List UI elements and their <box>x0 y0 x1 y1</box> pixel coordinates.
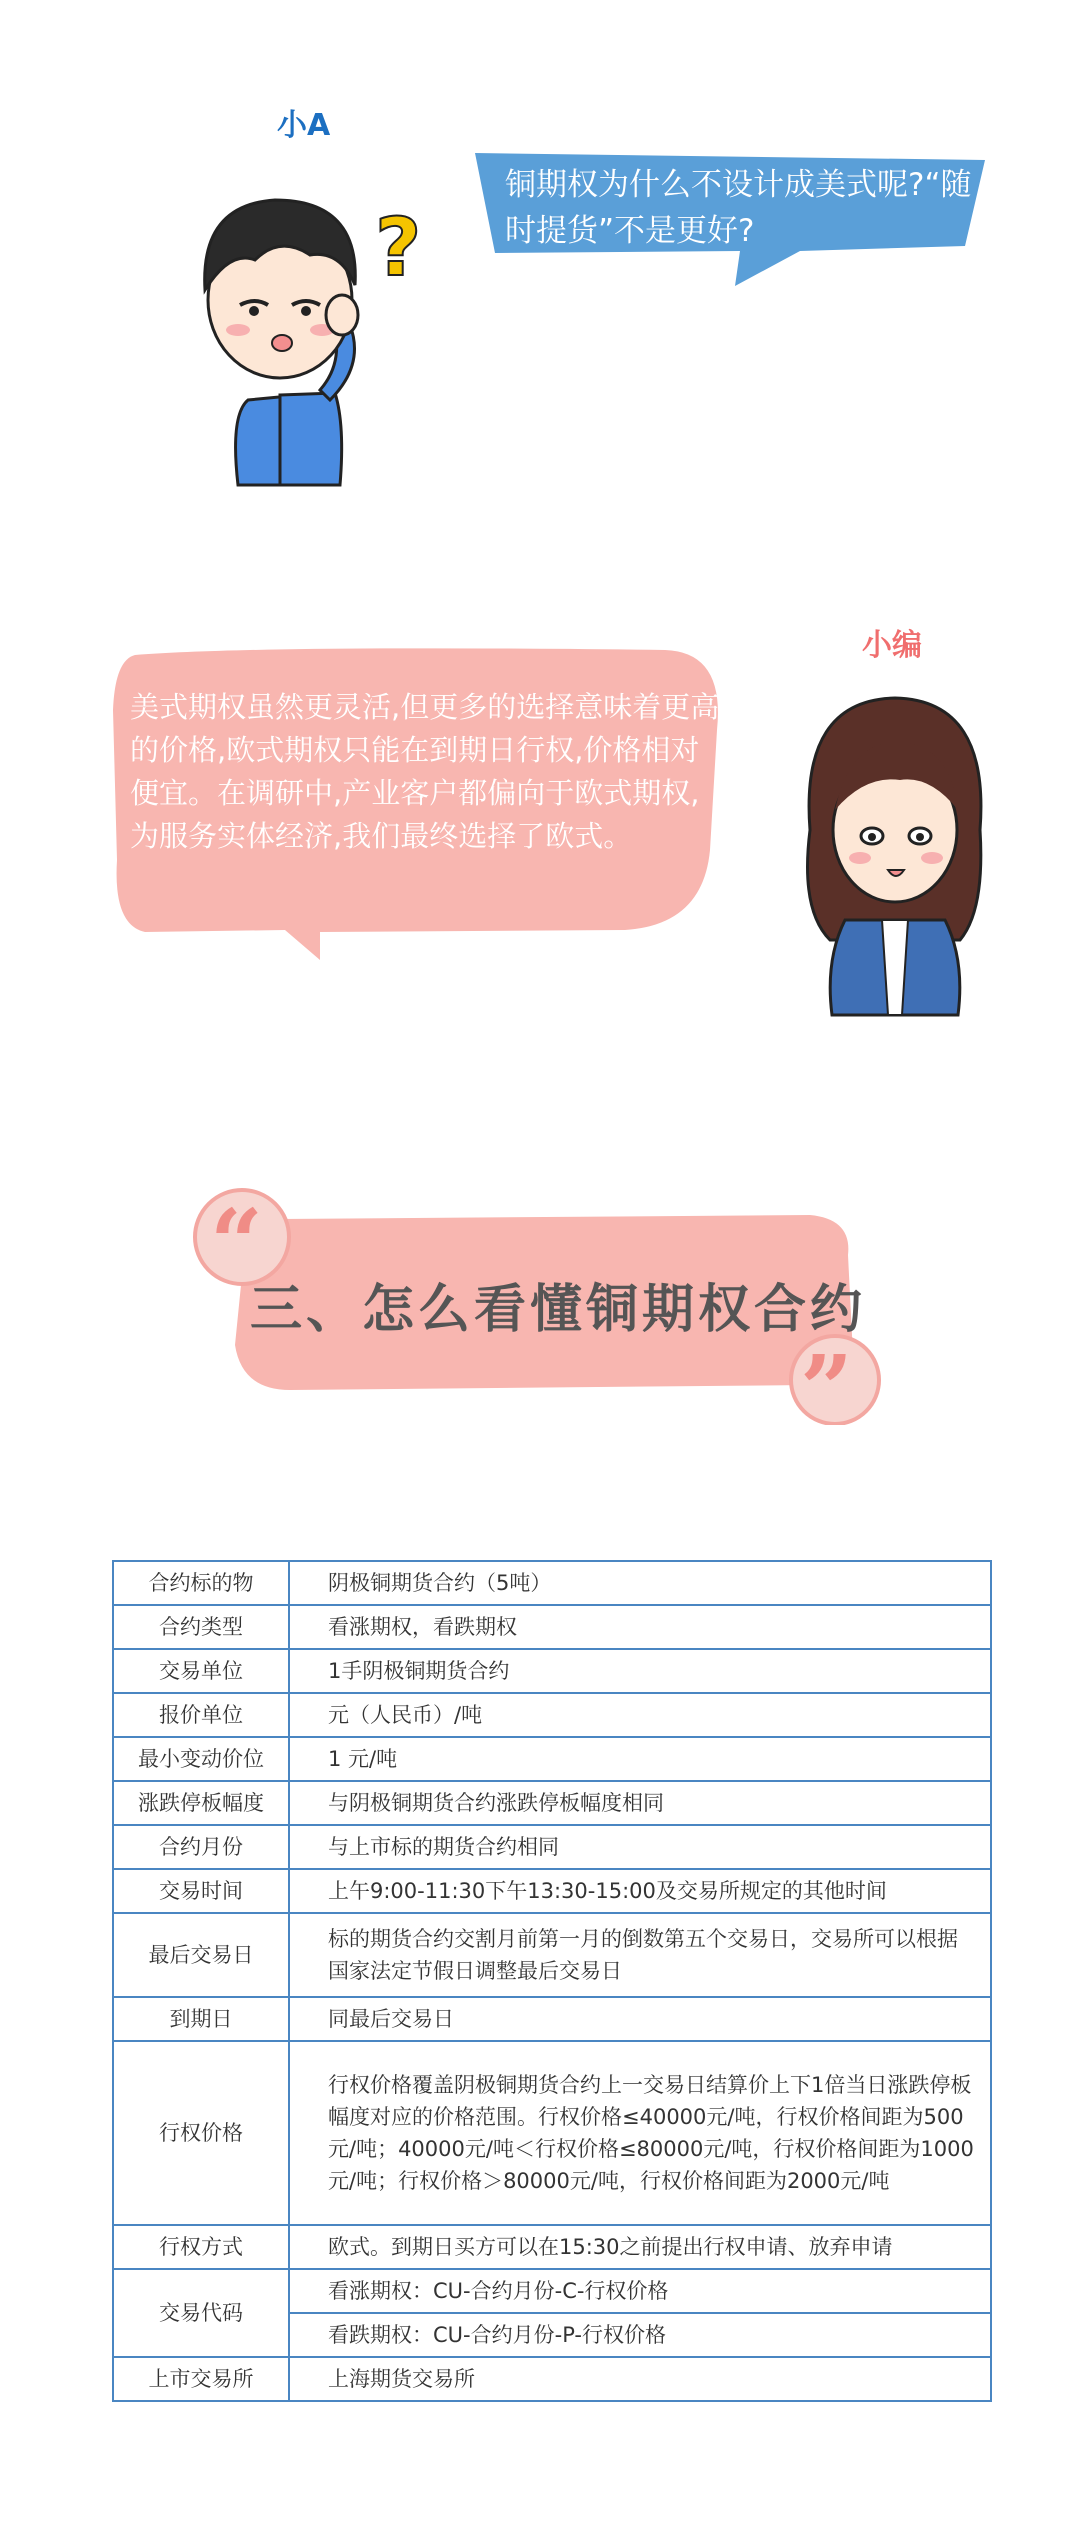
svg-text:”: ” <box>800 1335 853 1425</box>
table-key-cell: 行权价格 <box>113 2041 289 2225</box>
table-key-cell: 报价单位 <box>113 1693 289 1737</box>
character-b-name: 小编 <box>862 628 922 663</box>
table-value-cell: 看涨期权，看跌期权 <box>289 1605 991 1649</box>
table-row <box>113 1781 991 1825</box>
table-value-cell: 1手阴极铜期货合约 <box>289 1649 991 1693</box>
table-key-cell: 涨跌停板幅度 <box>113 1781 289 1825</box>
table-row <box>113 1605 991 1649</box>
table-value-cell: 上海期货交易所 <box>289 2357 991 2401</box>
character-a-name: 小A <box>277 108 331 143</box>
table-value-cell: 上午9:00-11:30下午13:30-15:00及交易所规定的其他时间 <box>289 1869 991 1913</box>
table-key-cell: 交易单位 <box>113 1649 289 1693</box>
table-value-cell: 与上市标的期货合约相同 <box>289 1825 991 1869</box>
table-value-cell: 阴极铜期货合约（5吨） <box>289 1561 991 1605</box>
table-key-cell: 合约月份 <box>113 1825 289 1869</box>
table-value-cell: 1 元/吨 <box>289 1737 991 1781</box>
table-value-cell: 看跌期权：CU-合约月份-P-行权价格 <box>289 2313 991 2357</box>
table-key-cell: 行权方式 <box>113 2225 289 2269</box>
contract-spec-table <box>112 1560 992 2402</box>
table-row <box>113 2357 991 2401</box>
table-row <box>113 2269 991 2313</box>
answer-text: 美式期权虽然更灵活,但更多的选择意味着更高的价格,欧式期权只能在到期日行权,价格相对便宜。在调研中,产业客户都偏向于欧式期权,为服务实体经济,我们最终选择了欧式。 <box>130 690 720 853</box>
table-row <box>113 1869 991 1913</box>
table-key-cell: 合约类型 <box>113 1605 289 1649</box>
table-value-cell: 元（人民币）/吨 <box>289 1693 991 1737</box>
table-row <box>113 1997 991 2041</box>
boy-character-illustration <box>160 165 440 495</box>
section-title: 三、怎么看懂铜期权合约 <box>250 1280 867 1340</box>
table-key-cell: 到期日 <box>113 1997 289 2041</box>
table-row <box>113 1693 991 1737</box>
table-row <box>113 1737 991 1781</box>
girl-character-illustration <box>790 680 1000 1020</box>
table-row <box>113 2225 991 2269</box>
table-value-cell: 欧式。到期日买方可以在15:30之前提出行权申请、放弃申请 <box>289 2225 991 2269</box>
svg-text:“: “ <box>210 1189 263 1297</box>
table-key-cell: 交易代码 <box>113 2269 289 2357</box>
table-key-cell: 交易时间 <box>113 1869 289 1913</box>
table-row <box>113 1825 991 1869</box>
svg-text:?: ? <box>375 201 422 294</box>
table-value-cell: 标的期货合约交割月前第一月的倒数第五个交易日，交易所可以根据国家法定节假日调整最后交易日 <box>289 1913 991 1997</box>
table-key-cell: 上市交易所 <box>113 2357 289 2401</box>
table-key-cell: 最后交易日 <box>113 1913 289 1997</box>
table-value-cell: 与阴极铜期货合约涨跌停板幅度相同 <box>289 1781 991 1825</box>
table-row <box>113 2041 991 2225</box>
table-value-cell: 行权价格覆盖阴极铜期货合约上一交易日结算价上下1倍当日涨跌停板幅度对应的价格范围。行权价格≤40000元/吨，行权价格间距为500元/吨；40000元/吨＜行权价格≤80000元/吨，行权价格间距为1000元/吨；行权价格＞80000元/吨，行权价格间距为2000元/吨 <box>289 2041 991 2225</box>
table-key-cell: 最小变动价位 <box>113 1737 289 1781</box>
question-text: 铜期权为什么不设计成美式呢?“随时提货”不是更好? <box>505 167 972 249</box>
table-row <box>113 1913 991 1997</box>
table-value-cell: 看涨期权：CU-合约月份-C-行权价格 <box>289 2269 991 2313</box>
table-key-cell: 合约标的物 <box>113 1561 289 1605</box>
table-row <box>113 1649 991 1693</box>
table-row <box>113 1561 991 1605</box>
table-value-cell: 同最后交易日 <box>289 1997 991 2041</box>
